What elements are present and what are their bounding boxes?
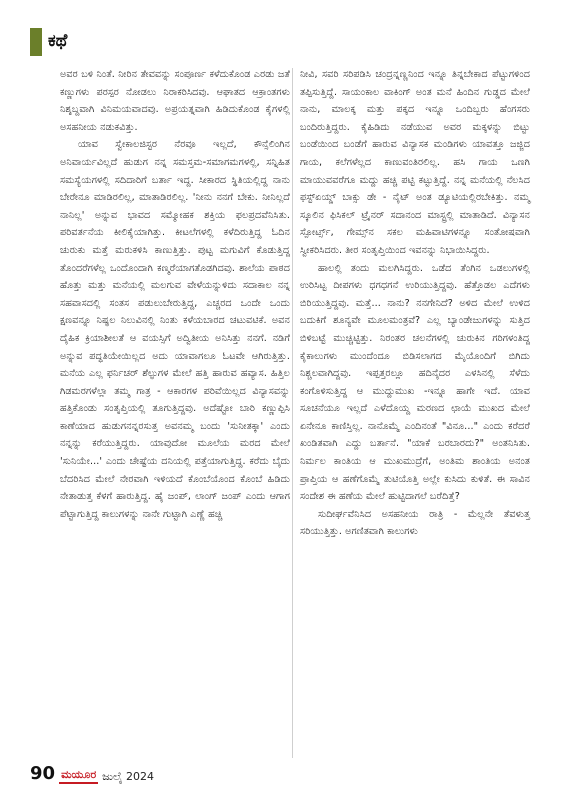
page-number: 90 (30, 763, 56, 784)
page-footer (30, 760, 154, 784)
column-divider (292, 68, 293, 758)
magazine-logo: ಮಯೂರ (59, 768, 98, 784)
article-column-right (300, 66, 530, 541)
article-column-left (60, 66, 290, 523)
paragraph: ನೀವಿ, ಸವರಿ ಸರಿಪಡಿಸಿ ಚಂದ್ರನ್ನಣ್ಣನಿಂದ ಇನ್ನೂ ತಿನ್ನಬೇಕಾದ ಪೆಟ್ಟುಗಳಿಂದ ತಪ್ಪಿಸುತ್ತಿದ್ದೆ. ಸಾಯಂಕಾಲ ವಾಕಿಂಗ್ ಅಂತ ಮನೆ ಹಿಂದಿನ ಗುಡ್ಡದ ಮೇಲೆ ನಾನು, ಮಾಲಕ್ಕ ಮತ್ತು ಪಕ್ಕದ ಇನ್ನೂ ಒಂದಿಬ್ಬರು ಹೆಂಗಸರು ಬಂದಿರುತ್ತಿದ್ದರು. ಕೈಹಿಡಿದು ನಡೆಯುವ ಅವರ ಮಕ್ಕಳನ್ನು ಬಿಟ್ಟು ಬಂಡೆಯಿಂದ ಬಂಡೆಗೆ ಹಾರುವ ವಿನ್ಯಾಸಕ ಮಂಡಿಗಳು ಯಾವತ್ತೂ ಜಜ್ಜಿದ ಗಾಯ, ಕಲೆಗಳೆಲ್ಲದ ಕಾಣುವಂತಿರಲಿಲ್ಲ. ಹಸಿ ಗಾಯ ಒಣಗಿ ಮಾಯುವವರೆಗೂ ಮದ್ದು ಹಚ್ಚಿ ಪಟ್ಟಿ ಕಟ್ಟುತ್ತಿದ್ದೆ. ನನ್ನ ಮನೆಯಲ್ಲಿ ನೆಲಸಿದ ಫಸ್ಟ್‌ಏಯ್ಡ್ ಬಾಕ್ಸು ಡೇ - ನೈಟ್ ಅಂತ ಡ್ಯೂಟಿಯಲ್ಲಿರಬೇಕಿತ್ತು. ನಮ್ಮ ಸ್ಕೂಲಿನ ಫಿಸಿಕಲ್ ಟ್ರೈನರ್ ಸದಾನಂದ ಮಾಸ್ಟ್ರಲ್ಲಿ ಮಾತಾಡಿದೆ. ವಿನ್ಯಾಸನ ಸ್ಪೋರ್ಟ್ಸ್, ಗೇಮ್ಸ್‌ನ ಸಕಲ ಮಹಿವಾಟಿಗಳನ್ನೂ ಸಂತೋಷವಾಗಿ ಸ್ವೀಕರಿಸಿದರು. ತೀರ ಸಂತೃಪ್ತಿಯಿಂದ ಇವನನ್ನು ನಿಭಾಯಿಸಿದ್ದರು. (300, 69, 530, 256)
paragraph: ಯಾವ ಸ್ವೇಕಾಲಜಿಸ್ಟರ ನೆರವೂ ಇಲ್ಲದೆ, ಕೌನ್ಸೆಲಿಂಗಿನ ಅನಿವಾರ್ಯವಿಲ್ಲದೆ ಹುಡುಗ ನನ್ನ ಸಮಸ್ತಮ-ಸಮಾಗಮಗಳಲ್ಲಿ, ಸನ್ನಿಹಿತ ಸಮಸ್ಯೆಯಗಳಲ್ಲಿ ಸದಿದಾರಿಗೆ ಬರ್ತಾ ಇದ್ದ. ಸೀಕಾರದ ಸ್ಥಿತಿಯಲ್ಲಿದ್ದ ನಾನು ಬೇರೇನೂ ಮಾಡಿರಲಿಲ್ಲ, ಮಾತಾಡಿರಲಿಲ್ಲ. 'ನೀನು ನನಗೆ ಬೇಕು. ನೀನಿಲ್ಲದೆ ನಾನಿಲ್ಲ' ಅನ್ನುವ ಭಾವದ ಸಮ್ಮೋಹಕ ಶಕ್ತಿಯ ಫಲಪ್ರದವೆನಿಸಿತು. ಪರಿವರ್ತನೆಯ ಕೀಲಿಕೈಯಾಗಿತ್ತು. ಕೀಟಲೆಗಳಲ್ಲಿ ಕಳೆದಿರುತ್ತಿದ್ದ ಓದಿನ ಚುರುಕು ಮತ್ತೆ ಮರುಕಳಿಸಿ ಕಾಣುತ್ತಿತ್ತು. ಪುಟ್ಟ ಮಗುವಿಗೆ ಕೊಡುತ್ತಿದ್ದ ತೊಂದರೆಗಳೆಲ್ಲ ಒಂದೊಂದಾಗಿ ಕಣ್ಮರೆಯಾಗತೊಡಗಿದವು. ಶಾಲೆಯ ಪಾಠದ ಹೊತ್ತು ಮತ್ತು ಮನೆಯಲ್ಲಿ ಮಲಗುವ ವೇಳೆಯನ್ನುಳಿದು ಸದಾಕಾಲ ನನ್ನ ಸಹವಾಸದಲ್ಲಿ ಸಂತಸ ಪಡುಲುಬೇರುತ್ತಿದ್ದ, ಎಚ್ಚರದ ಒಂದೇ ಒಂದು ಕ್ಷಣವನ್ನೂ ನಿಷ್ಫಲ ನಿಲುವಿನಲ್ಲಿ ನಿಂತು ಕಳೆಯಬಾರದ ಚಟುವಟಿಕೆ. ಅವನ ದೈಹಿಕ ಕ್ರಿಯಾಶೀಲತೆ ಆ ವಯಸ್ಸಿಗೆ ಅದ್ವಿತೀಯ ಅನಿಸಿತ್ತು ನನಗೆ. ನಡಿಗೆ ಅನ್ನುವ ಪದ್ಧತಿಯೇಯಿಲ್ಲದ ಅದು ಯಾವಾಗಲೂ ಓಟವೇ ಆಗಿರುತ್ತಿತ್ತು. ಮನೆಯ ಎಲ್ಲ ಫರ್ನಿಚರ್ ಶೆಲ್ಫುಗಳ ಮೇಲೆ ಹತ್ತಿ ಹಾರುವ ಹವ್ಯಾಸ. ಹಿತ್ತಿಲ ಗಿಡಮರಗಳೆಲ್ಲಾ ತಮ್ಮ ಗಾತ್ರ - ಆಕಾರಗಳ ಪರಿವೆಯಿಲ್ಲದ ವಿನ್ಯಾಸವನ್ನು ಹತ್ತಿಕೊಂಡು ಸಂತೃಪ್ತಿಯಲ್ಲಿ ತೂಗುತ್ತಿದ್ದವು. ಅದೆಷ್ಟೋ ಬಾರಿ ಕಣ್ಣುಪ್ಪಿಸಿ ಕಾಣೆಯಾದ ಹುಡುಗನನ್ನರಸುತ್ತ ಅವನಮ್ಮ ಬಂದು 'ಸುನೀತಕ್ಕಾ' ಎಂದು ನನ್ನನ್ನು ಕರೆಯುತ್ತಿದ್ದರು. ಯಾವುದೋ ಮೂಲೆಯ ಮರದ ಮೇಲೆ 'ಸುನಿಯೇ...' ಎಂದು ಚೇಷ್ಟೆಯ ದನಿಯಲ್ಲಿ ಪತ್ತೆಯಾಗುತ್ತಿದ್ದ. ಕರೆದು ಬೈದು ಬೆದರಿಸಿದ ಮೇಲೆ ನೇರವಾಗಿ ಇಳಿಯದೆ ಕೊಂಬೆಯೊಂದ ಕೊಂಬೆ ಹಿಡಿದು ನೇತಾಡುತ್ತ ಕೆಳಗೆ ಹಾರುತ್ತಿದ್ದ. ಹೈ ಜಂಪ್, ಲಾಂಗ್ ಜಂಪ್ ಎಂದು ಆಗಾಗ ಪೆಟ್ಟಾಗುತ್ತಿದ್ದ ಕಾಲುಗಳನ್ನು ನಾನೇ ಗುಟ್ಟಾಗಿ ಎಣ್ಣೆ ಹಚ್ಚಿ (60, 139, 290, 520)
section-title: ಕಥೆ (48, 31, 68, 51)
paragraph: ಸುದೀರ್ಘವೆನಿಸಿದ ಅಸಹನೀಯ ರಾತ್ರಿ - ಮೆಲ್ಲನೇ ತೆವಳುತ್ತ ಸರಿಯುತ್ತಿತ್ತು. ಅಗಣಿತವಾಗಿ ಕಾಲುಗಳು (300, 508, 530, 538)
section-accent-bar (30, 28, 42, 56)
paragraph: ಹಾಲಲ್ಲಿ ತಂದು ಮಲಗಿಸಿದ್ದರು. ಒಡೆದ ತೆಂಗಿನ ಒಡಲುಗಳಲ್ಲಿ ಉರಿಸಿಟ್ಟ ದೀಪಗಳು ಧಗಧಗನೆ ಉರಿಯುತ್ತಿದ್ದವು. ಹೆತ್ತೊಡಲ ಎದೆಗಳು ಬಿರಿಯುತ್ತಿದ್ದವು. ಮತ್ತೆ... ನಾನು? ನನಗೇನಿದೆ? ಅಳಿದ ಮೇಲೆ ಉಳಿದ ಬದುಕಿಗೆ ಶೂನ್ಯವೇ ಮೂಲಮಂತ್ರವೆ? ಎಲ್ಲ ಬ್ಯಾಂಡೇಜುಗಳನ್ನು ಸುತ್ತಿದ ಬಿಳಿಬಟ್ಟೆ ಮುಚ್ಚಿಟ್ಟಿತ್ತು. ನಿರಂತರ ಚಲನೆಗಳಲ್ಲಿ ಚುರುಕಿನ ಗರಿಗಳಂತಿದ್ದ ಕೈಕಾಲುಗಳು ಮುಂದೆಂದೂ ಬಿಡಿಸಲಾಗದ ಮೈಯೊಂದಿಗೆ ಬಿಗಿದು ನಿಶ್ಚಲವಾಗಿದ್ದವು. ಇಪ್ಪತ್ತರಲ್ಲೂ ಹದಿನೈದರ ಎಳಸಿನಲ್ಲಿ ಸೆಳೆದು ಕಂಗೊಳಿಸುತ್ತಿದ್ದ ಆ ಮುದ್ದುಮುಖ -ಇನ್ನೂ ಹಾಗೇ ಇದೆ. ಯಾವ ಸೂಚನೆಯೂ ಇಲ್ಲದೆ ಎಳೆದೊಯ್ದ ಮರಣದ ಛಾಯೆ ಮುಖದ ಮೇಲೆ ಏನೇನೂ ಕಾಣಿಸ್ತಿಲ್ಲ. ನಾನೊಮ್ಮೆ ಎಂದಿನಂತೆ "ವಿನೂ..." ಎಂದು ಕರೆದರೆ ಖಂಡಿತವಾಗಿ ಎದ್ದು ಬರ್ತಾನೆ. "ಯಾಕೆ ಬರಬಾರದು?" ಅಂತನಿಸಿತು. ನಿರ್ಮಲ ಕಾಂತಿಯ ಆ ಮುಖಮುದ್ರೆಗೆ, ಅಂತಿಮ ಶಾಂತಿಯ ಅನಂತ ಪ್ರಾಪ್ತಿಯ ಆ ಹಣೆಗೊಮ್ಮೆ ತುಟಿಯೊತ್ತಿ ಅಲ್ಲೇ ಕುಸಿದು ಕುಳಿತೆ. ಈ ಸಾವಿನ ಸಂದೇಶ ಈ ಹಣೆಯ ಮೇಲೆ ಹುಟ್ಟಿದಾಗಲೆ ಬರೆದಿತ್ತೆ? (300, 262, 530, 503)
issue-date: ಜುಲೈ 2024 (102, 770, 154, 783)
paragraph: ಅವರ ಬಳಿ ನಿಂತೆ. ನೀರಿನ ತೇವವನ್ನು ಸಂಪೂರ್ಣ ಕಳೆದುಕೊಂಡ ಎರಡು ಜತೆ ಕಣ್ಣುಗಳು ಪರಸ್ಪರ ನೋಡಲು ನಿರಾಕರಿಸಿದವು. ಆಘಾತದ ಆಕ್ರಾಂತಗಳು ನಿಶ್ಶಬ್ದವಾಗಿ ವಿನಿಮಯವಾದವು. ಅಪ್ರಯತ್ನವಾಗಿ ಹಿಡಿದುಕೊಂಡ ಕೈಗಳಲ್ಲಿ ಅಸಹನೀಯ ನಡುಕವಿತ್ತು. (60, 69, 290, 133)
